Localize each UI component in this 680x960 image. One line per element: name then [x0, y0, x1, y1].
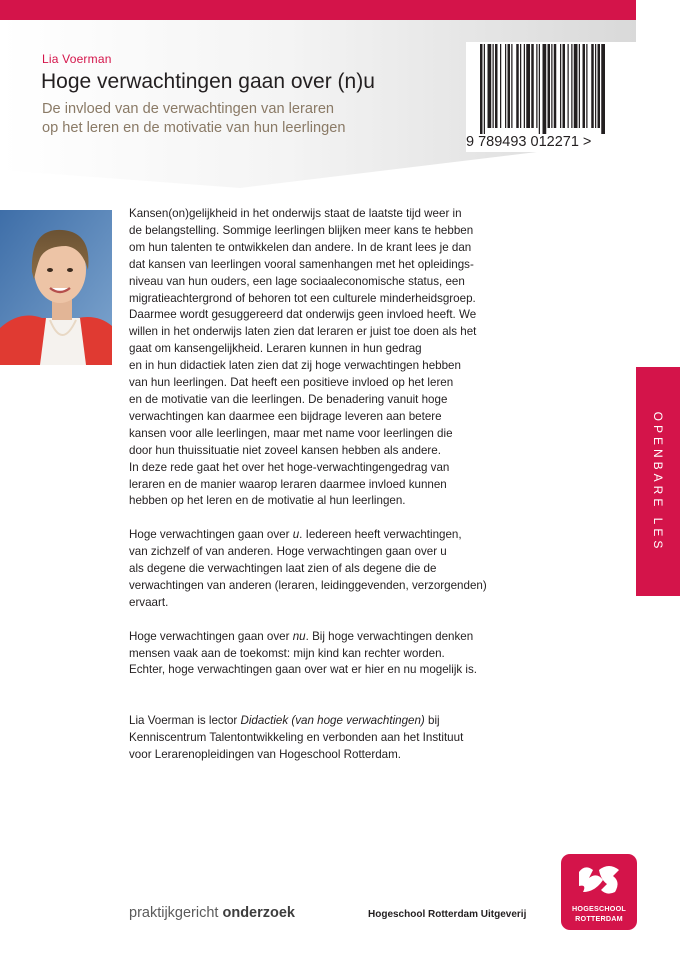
barcode-bar [560, 44, 561, 128]
intro-line: van hun leerlingen. Dat heeft een positieve invloed op het leren [129, 376, 454, 390]
barcode-bar [563, 44, 566, 128]
intro-line: In deze rede gaat het over het hoge-verwachtingengedrag van [129, 460, 450, 474]
barcode-bar [488, 44, 492, 128]
barcode-bar [548, 44, 551, 128]
series-name-bold: onderzoek [222, 905, 295, 921]
para-nu-rest: . Bij hoge verwachtingen denken [305, 629, 474, 643]
barcode-bar [508, 44, 511, 128]
barcode-bar [591, 44, 594, 128]
bio-rest: bij [424, 714, 440, 728]
intro-line: verwachtingen kan daarmee een bijdrage leveren aan betere [129, 409, 442, 423]
bio-line: Kenniscentrum Talentontwikkeling en verbonden aan het Instituut [129, 731, 464, 745]
barcode-bar [484, 44, 485, 134]
intro-line: niveau van hun ouders, een lage sociaaleconomische status, een [129, 274, 465, 288]
para-u-rest: . Iedereen heeft verwachtingen, [299, 528, 462, 542]
author-name: Lia Voerman [42, 52, 112, 66]
intro-line: kansen voor alle leerlingen, maar met name voor leerlingen die [129, 426, 453, 440]
intro-line: Kansen(on)gelijkheid in het onderwijs staat de laatste tijd weer in [129, 207, 462, 220]
intro-line: en de motivatie van die leerlingen. De benadering vanuit hoge [129, 392, 448, 406]
barcode-bar [583, 44, 586, 128]
barcode-bar [500, 44, 501, 128]
series-name-light: praktijkgericht [129, 905, 223, 921]
subtitle-line: op het leren en de motivatie van hun leerlingen [42, 120, 346, 136]
barcode-bar [551, 44, 552, 128]
intro-line: door hun thuissituatie niet zoveel kansen hebben als andere. [129, 443, 441, 457]
barcode-bar [480, 44, 483, 134]
barcode-bar [554, 44, 557, 128]
barcode-bar [579, 44, 580, 128]
para-nu-line: Echter, hoge verwachtingen gaan over wat er hier en nu mogelijk is. [129, 663, 478, 677]
logo-text-line1: HOGESCHOOL [572, 904, 626, 913]
isbn-barcode [466, 42, 638, 152]
para-u-lead: Hoge verwachtingen gaan over [129, 528, 293, 542]
barcode-bar [601, 44, 605, 134]
barcode-bar [524, 44, 525, 128]
intro-line: de belangstelling. Sommige leerlingen blijken meer kans te hebben [129, 223, 474, 237]
barcode-bar [595, 44, 596, 128]
barcode-bar [574, 44, 578, 128]
para-u-emphasis: u [292, 528, 300, 542]
intro-line: leraren en de manier waarop leraren daarmee invloed kunnen [129, 477, 447, 491]
barcode-bar [493, 44, 494, 128]
barcode-bar [511, 44, 512, 128]
intro-paragraph [129, 206, 514, 510]
barcode-bar [505, 44, 506, 128]
barcode-bar [543, 44, 547, 134]
paragraph-nu [129, 629, 514, 646]
paragraph-u-lines [129, 544, 514, 612]
book-subtitle [42, 100, 422, 138]
para-u-line: van zichzelf of van anderen. Hoge verwachtingen gaan over u [129, 545, 447, 559]
isbn-digits: 9 789493 012271 > [466, 134, 592, 150]
para-u-line: ervaart. [129, 595, 169, 609]
hogeschool-rotterdam-icon [575, 862, 623, 900]
barcode-bar [536, 44, 537, 128]
intro-line: willen in het onderwijs laten zien dat leraren er juist toe doen als het [129, 325, 477, 339]
para-nu-lead: Hoge verwachtingen gaan over [129, 629, 293, 643]
barcode-bar [568, 44, 569, 128]
hogeschool-rotterdam-logo [561, 854, 637, 930]
paragraph-nu-lines [129, 646, 514, 680]
intro-line: om hun talenten te ontwikkelen dan andere. In de krant lees je dan [129, 240, 472, 254]
para-nu-line: mensen vaak aan de toekomst: mijn kind kan rechter worden. [129, 646, 445, 660]
barcode-bar [526, 44, 530, 128]
barcode-bar [598, 44, 601, 128]
para-u-line: verwachtingen van anderen (leraren, leidinggevenden, verzorgenden) [129, 578, 487, 592]
intro-line: hebben op het leren en de motivatie al hun leerlingen. [129, 494, 406, 508]
intro-line: migratieachtergrond of behoren tot een culturele minderheidsgroep. [129, 291, 476, 305]
author-portrait [0, 210, 112, 365]
book-title: Hoge verwachtingen gaan over (n)u [41, 70, 375, 93]
subtitle-line: De invloed van de verwachtingen van leraren [42, 101, 335, 117]
barcode-bar [531, 44, 534, 128]
publisher-name: Hogeschool Rotterdam Uitgeverij [368, 909, 527, 920]
top-accent-bar [0, 0, 636, 20]
series-name [129, 905, 295, 921]
author-bio-lines [129, 730, 514, 764]
intro-line: Daarmee wordt gesuggereerd dat onderwijs geen invloed heeft. We [129, 308, 477, 322]
paragraph-u [129, 527, 514, 544]
barcode-bar [571, 44, 572, 128]
para-u-line: als degene die verwachtingen laat zien of als degene die de [129, 562, 437, 576]
openbare-les-label: OPENBARE LES [651, 411, 665, 553]
barcode-bar [520, 44, 521, 128]
barcode-bar [539, 44, 540, 134]
bio-lead: Lia Voerman is lector [129, 714, 241, 728]
para-nu-emphasis: nu [292, 629, 306, 643]
intro-line: gaat om kansengelijkheid. Leraren kunnen in hun gedrag [129, 342, 422, 356]
bio-emphasis: Didactiek (van hoge verwachtingen) [240, 714, 425, 728]
barcode-bar [516, 44, 519, 128]
barcode-bar [495, 44, 498, 128]
intro-line: dat kansen van leerlingen vooral samenhangen met het opleidings- [129, 257, 474, 271]
bio-line: voor Lerarenopleidingen van Hogeschool Rotterdam. [129, 747, 401, 761]
back-cover-text [129, 206, 514, 764]
barcode-bar [586, 44, 587, 128]
intro-line: en in hun didactiek laten zien dat zij hoge verwachtingen hebben [129, 359, 461, 373]
author-bio [129, 713, 514, 730]
logo-text-line2: ROTTERDAM [575, 914, 623, 923]
